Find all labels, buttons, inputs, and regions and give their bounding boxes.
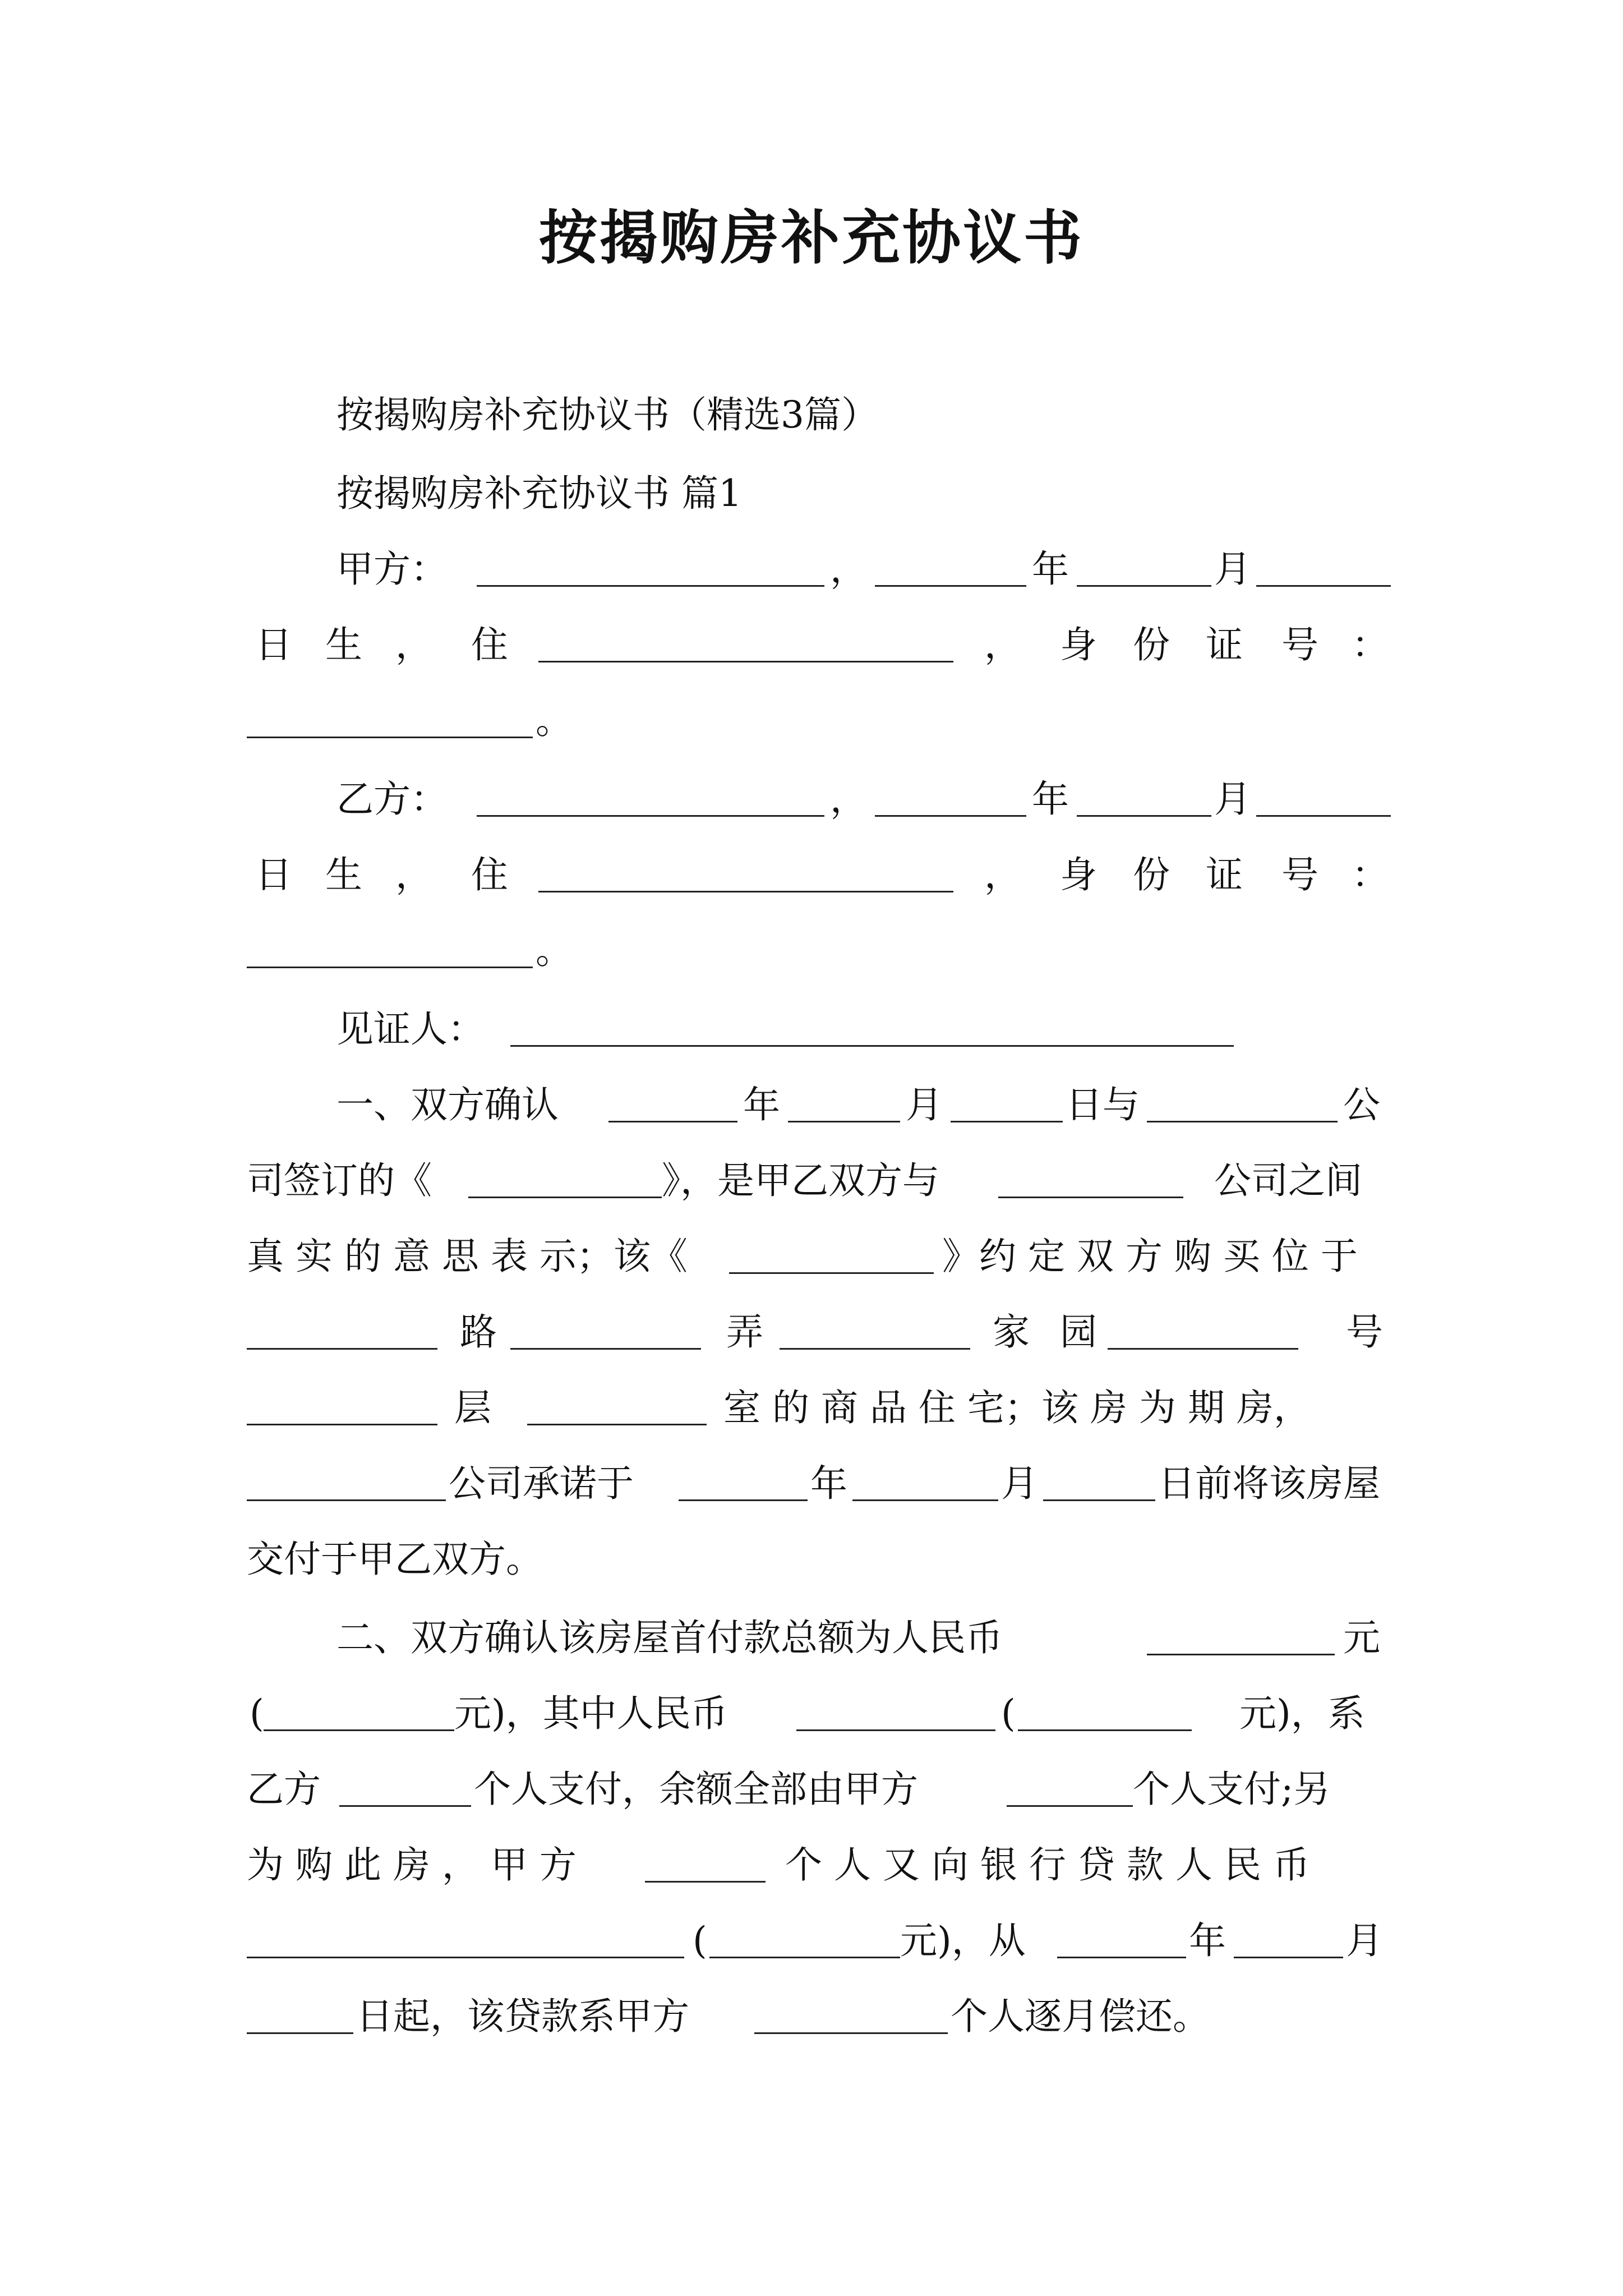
text-segment: ： [1352,623,1389,666]
fill-in-blank [875,815,1026,817]
fill-in-blank [247,1348,437,1350]
fill-in-blank [247,967,533,968]
text-line [0,771,1623,827]
text-line [0,693,1623,749]
text-line [0,1989,1623,2045]
text-line [0,1001,1623,1057]
fill-in-blank [247,1499,446,1501]
fill-in-blank [679,1499,808,1501]
text-segment: 甲方： [336,547,448,591]
text-segment: 见证人： [336,1007,485,1051]
fill-in-blank [1234,1957,1343,1958]
text-line [0,847,1623,903]
text-segment: 公 [1343,1083,1380,1126]
text-segment: 元 [1343,1616,1380,1659]
text-segment: 按揭购房补充协议书 篇1 [336,472,742,515]
text-segment: 月 [906,1083,943,1126]
fill-in-blank [1147,1121,1338,1122]
text-segment: 为 购 此 房 ， 甲 方 [247,1843,577,1887]
text-segment: ( [250,1692,264,1735]
document-title: 按揭购房补充协议书 [538,203,1084,272]
text-segment: ， [830,547,867,591]
text-segment: 生 [325,853,362,896]
fill-in-blank [538,661,953,662]
fill-in-blank [1018,1729,1192,1731]
text-line [0,1531,1623,1588]
text-line [0,1456,1623,1512]
fill-in-blank [1077,585,1211,587]
text-line [0,1761,1623,1818]
fill-in-blank [510,1348,701,1350]
text-segment: 生 [325,623,362,666]
fill-in-blank [951,1121,1063,1122]
text-segment: 室 的 商 品 住 宅；该 房 为 期 房， [723,1386,1311,1429]
text-segment: 个 人 又 向 银 行 贷 款 人 民 币 [785,1843,1310,1887]
fill-in-blank [1007,1805,1133,1807]
text-segment: 园 [1060,1310,1097,1354]
fill-in-blank [247,737,533,738]
fill-in-blank [780,1348,970,1350]
text-line [0,466,1623,522]
text-segment: 身 [1060,623,1097,666]
fill-in-blank [247,2032,353,2034]
text-segment: 乙方 [247,1768,321,1811]
text-segment: 元)，从 [900,1919,1026,1962]
text-segment: 公司承诺于 [449,1462,634,1505]
text-segment: 年 [743,1083,780,1126]
text-segment: 份 [1133,623,1170,666]
text-segment: ： [1352,853,1389,896]
text-segment: 交付于甲乙双方。 [247,1538,543,1581]
text-segment: 年 [1032,547,1069,591]
fill-in-blank [608,1121,737,1122]
text-line [0,1077,1623,1133]
fill-in-blank [1057,1957,1186,1958]
text-segment: 元)，系 [1239,1692,1365,1735]
text-segment: ， [984,623,1021,666]
text-segment: ， [395,853,432,896]
fill-in-blank [796,1729,995,1731]
fill-in-blank [875,585,1026,587]
text-segment: 个人支付;另 [1133,1768,1331,1811]
text-segment: 年 [810,1462,847,1505]
text-segment: 弄 [726,1310,763,1354]
fill-in-blank [339,1805,471,1807]
fill-in-blank [645,1881,766,1883]
text-line [0,617,1623,673]
fill-in-blank [788,1121,900,1122]
text-line [0,923,1623,979]
text-line [0,541,1623,597]
fill-in-blank [538,891,953,892]
fill-in-blank [1147,1654,1335,1655]
text-segment: 年 [1189,1919,1226,1962]
text-segment: 二、双方确认该房屋首付款总额为人民币 [336,1616,1003,1659]
fill-in-blank [1043,1499,1155,1501]
text-segment: 路 [460,1310,497,1354]
text-segment: 元)，其中人民币 [454,1692,728,1735]
text-line [0,1304,1623,1360]
fill-in-blank [527,1424,707,1425]
fill-in-blank [754,2032,948,2034]
text-segment: 号 [1281,853,1318,896]
text-line [0,1153,1623,1209]
text-segment: 日前将该房屋 [1158,1462,1380,1505]
fill-in-blank [1108,1348,1298,1350]
text-segment: ， [395,623,432,666]
text-segment: 份 [1133,853,1170,896]
text-line [0,1837,1623,1893]
text-segment: 家 [993,1310,1030,1354]
fill-in-blank [1256,585,1391,587]
text-segment: 证 [1206,623,1243,666]
text-segment: 个人支付，余额全部由甲方 [474,1768,918,1811]
text-segment: 身 [1060,853,1097,896]
text-segment: 》，是甲乙双方与 [662,1159,939,1202]
text-line [0,1913,1623,1969]
text-line [0,1686,1623,1742]
text-segment: 号 [1346,1310,1383,1354]
text-segment: 月 [1346,1919,1383,1962]
text-segment: ( [693,1919,707,1962]
text-segment: 乙方： [336,777,448,821]
text-segment: 司签订的《 [247,1159,432,1202]
text-segment: 月 [1214,777,1251,821]
text-line [0,1380,1623,1436]
fill-in-blank [998,1197,1183,1198]
fill-in-blank [477,815,824,817]
text-segment: 》约 定 双 方 购 买 位 于 [942,1235,1358,1278]
text-segment: 一、双方确认 [336,1083,559,1126]
fill-in-blank [729,1272,934,1274]
text-segment: ， [830,777,867,821]
text-segment: 。 [536,929,573,972]
text-segment: 真 实 的 意 思 表 示；该《 [247,1235,688,1278]
text-segment: 住 [471,623,508,666]
fill-in-blank [1256,815,1391,817]
text-segment: 月 [1214,547,1251,591]
fill-in-blank [1077,815,1211,817]
text-segment: 日 [255,623,292,666]
fill-in-blank [468,1197,662,1198]
text-segment: 日起，该贷款系甲方 [356,1995,689,2038]
text-segment: 日与 [1066,1083,1140,1126]
fill-in-blank [510,1045,1234,1047]
text-segment: 号 [1281,623,1318,666]
text-segment: ， [984,853,1021,896]
fill-in-blank [709,1957,900,1958]
text-segment: 日 [255,853,292,896]
fill-in-blank [852,1499,998,1501]
text-segment: 证 [1206,853,1243,896]
text-segment: 个人逐月偿还。 [951,1995,1210,2038]
fill-in-blank [477,585,824,587]
fill-in-blank [264,1729,454,1731]
text-segment: 公司之间 [1214,1159,1362,1202]
text-line [0,1228,1623,1285]
fill-in-blank [247,1424,437,1425]
text-segment: 按揭购房补充协议书（精选3篇） [336,393,878,436]
text-segment: 层 [454,1386,491,1429]
text-line [0,387,1623,443]
text-segment: 住 [471,853,508,896]
text-segment: 月 [1001,1462,1038,1505]
text-line [0,1610,1623,1666]
text-segment: ( [1001,1692,1016,1735]
fill-in-blank [247,1957,684,1958]
text-segment: 。 [536,699,573,742]
text-segment: 年 [1032,777,1069,821]
